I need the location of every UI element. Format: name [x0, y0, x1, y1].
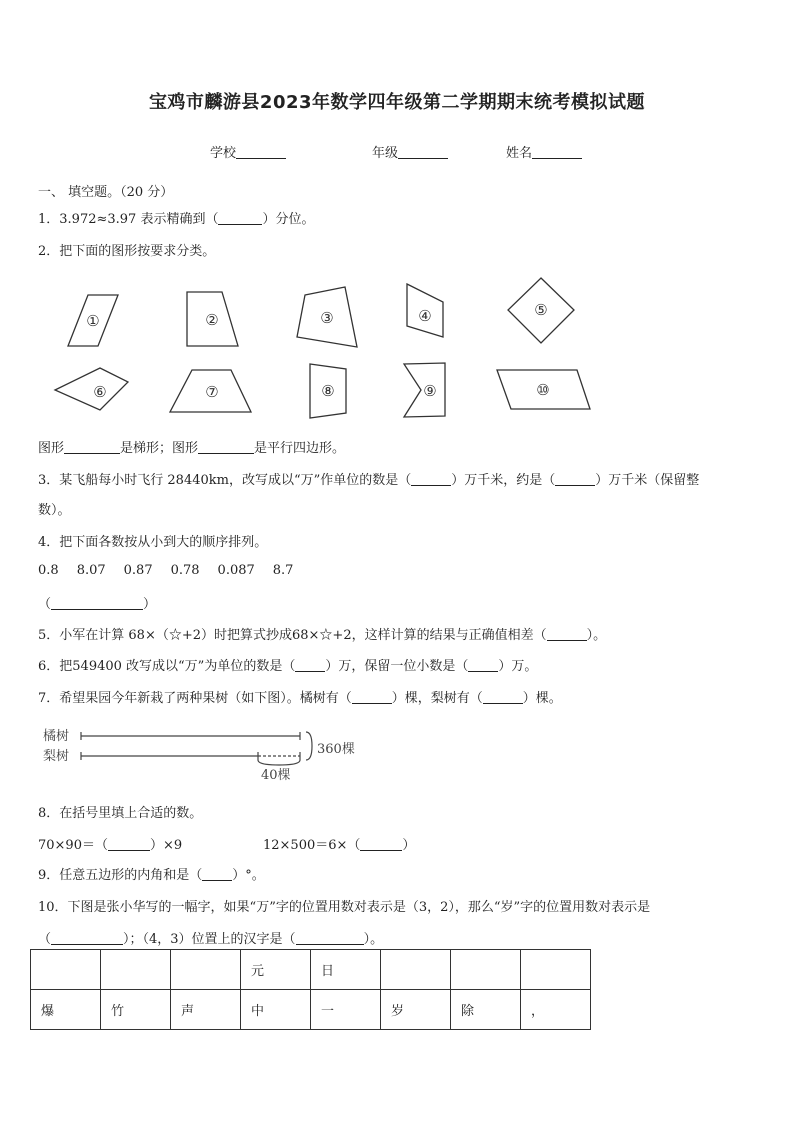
shape-6-kite	[55, 368, 128, 410]
grid-cell	[31, 950, 101, 990]
question-8: 8．在括号里填上合适的数。	[38, 806, 203, 821]
grid-cell: ，	[521, 990, 591, 1030]
number-item: 0.87	[123, 563, 153, 578]
question-2-answer: 图形 是梯形；图形 是平行四边形。	[38, 441, 346, 456]
grid-cell: 一	[311, 990, 381, 1030]
character-grid	[30, 949, 591, 1030]
question-4-numbers	[38, 563, 293, 578]
grid-cell	[521, 950, 591, 990]
question-3: 3．某飞船每小时飞行 28440km，改写成以“万”作单位的数是（ ）万千米，约是（ ）万千米（保留整	[38, 473, 700, 488]
shape-label-8: ⑧	[321, 382, 335, 400]
label-diff: 40棵	[261, 768, 291, 783]
number-item: 0.087	[217, 563, 255, 578]
section-heading: 一、 填空题。（20 分）	[38, 185, 174, 200]
grid-cell: 元	[241, 950, 311, 990]
question-6: 6．把549400 改写成以“万”为单位的数是（ ）万，保留一位小数是（ ）万。	[38, 659, 538, 674]
shape-label-6: ⑥	[93, 383, 107, 401]
number-item: 0.78	[170, 563, 200, 578]
shape-label-10: ⑩	[536, 381, 550, 399]
question-8b: 12×500＝6×（ ）	[263, 838, 416, 853]
grid-cell: 竹	[101, 990, 171, 1030]
question-9: 9．任意五边形的内角和是（ ）°。	[38, 868, 265, 883]
shapes-figure	[0, 270, 794, 420]
number-item: 8.7	[272, 563, 294, 578]
grid-cell	[171, 950, 241, 990]
question-4-answer: （ ）	[38, 597, 157, 612]
grid-cell: 除	[451, 990, 521, 1030]
question-2: 2．把下面的图形按要求分类。	[38, 244, 216, 259]
shape-label-9: ⑨	[423, 382, 437, 400]
question-1: 1．3.972≈3.97 表示精确到（ ）分位。	[38, 212, 315, 227]
grid-cell: 爆	[31, 990, 101, 1030]
label-total: 360棵	[317, 742, 355, 757]
shape-label-4: ④	[418, 307, 432, 325]
label-orange: 橘树	[43, 729, 70, 744]
page-title: 宝鸡市麟游县2023年数学四年级第二学期期末统考模拟试题	[148, 92, 646, 113]
question-10: 10．下图是张小华写的一幅字，如果“万”字的位置用数对表示是（3，2），那么“岁”字的位置用数对表示是	[38, 900, 651, 915]
shape-label-1: ①	[86, 312, 100, 330]
question-5: 5．小军在计算 68×（☆+2）时把算式抄成68×☆+2，这样计算的结果与正确值相差（ ）。	[38, 628, 607, 643]
table-row	[31, 990, 591, 1030]
label-pear: 梨树	[43, 749, 70, 764]
grid-cell: 岁	[381, 990, 451, 1030]
shape-label-2: ②	[205, 311, 219, 329]
tree-diagram	[40, 722, 370, 784]
number-item: 8.07	[76, 563, 106, 578]
grade-field: 年级	[372, 142, 448, 161]
shape-label-7: ⑦	[205, 383, 219, 401]
grid-cell	[101, 950, 171, 990]
question-8a: 70×90＝（ ）×9	[38, 838, 183, 853]
question-7: 7．希望果园今年新栽了两种果树（如下图）。橘树有（ ）棵，梨树有（ ）棵。	[38, 691, 562, 706]
shape-label-3: ③	[320, 309, 334, 327]
table-row	[31, 950, 591, 990]
school-field: 学校	[210, 142, 286, 161]
name-field: 姓名	[506, 142, 582, 161]
grid-cell	[451, 950, 521, 990]
question-10-cont: （ ）；（4，3）位置上的汉字是（ ）。	[38, 932, 384, 947]
number-item: 0.8	[38, 563, 59, 578]
grid-cell: 中	[241, 990, 311, 1030]
grid-cell: 声	[171, 990, 241, 1030]
grid-cell	[381, 950, 451, 990]
question-4: 4．把下面各数按从小到大的顺序排列。	[38, 535, 268, 550]
question-3-cont: 数）。	[38, 503, 71, 518]
shape-label-5: ⑤	[534, 301, 548, 319]
grid-cell: 日	[311, 950, 381, 990]
